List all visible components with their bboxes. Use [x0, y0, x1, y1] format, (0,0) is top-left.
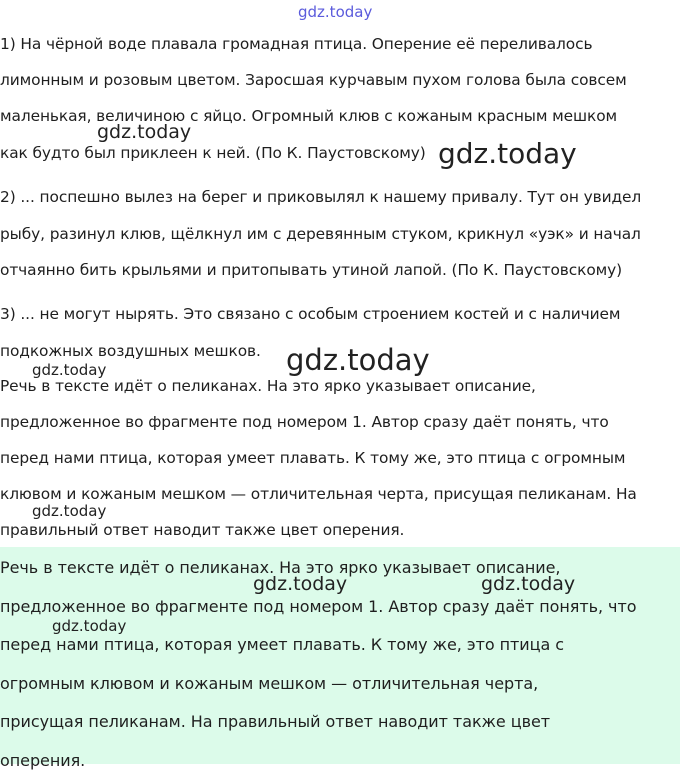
explanation-line-5: правильный ответ наводит также цвет оперения.: [0, 521, 405, 539]
watermark: gdz.today: [253, 573, 348, 595]
watermark: gdz.today: [298, 3, 373, 21]
fragment-1-line-3: маленькая, величиною с яйцо. Огромный клюв с кожаным красным мешком: [0, 107, 618, 125]
fragment-2-line-3: отчаянно бить крыльями и притопывать утиной лапой. (По К. Паустовскому): [0, 261, 623, 279]
watermark: gdz.today: [481, 573, 576, 595]
answer-line-6: оперения.: [0, 751, 86, 770]
explanation-line-2: предложенное во фрагменте под номером 1. Автор сразу даёт понять, что: [0, 413, 609, 431]
fragment-1-line-1: 1) На чёрной воде плавала громадная птица. Оперение её переливалось: [0, 35, 593, 53]
watermark: gdz.today: [32, 502, 107, 520]
fragment-2-line-1: 2) ... поспешно вылез на берег и приковылял к нашему привалу. Тут он увидел: [0, 188, 642, 206]
explanation-line-3: перед нами птица, которая умеет плавать. К тому же, это птица с огромным: [0, 449, 626, 467]
watermark: gdz.today: [97, 121, 192, 143]
watermark: gdz.today: [286, 343, 430, 377]
fragment-2-line-2: рыбу, разинул клюв, щёлкнул им с деревянным стуком, крикнул «уэк» и начал: [0, 225, 641, 243]
answer-line-1: Речь в тексте идёт о пеликанах. На это ярко указывает описание,: [0, 558, 561, 577]
watermark: gdz.today: [52, 617, 127, 635]
fragment-1-line-2: лимонным и розовым цветом. Заросшая курчавым пухом голова была совсем: [0, 71, 627, 89]
answer-line-5: присущая пеликанам. На правильный ответ наводит также цвет: [0, 712, 551, 731]
watermark: gdz.today: [32, 361, 107, 379]
fragment-1-line-4: как будто был приклеен к ней. (По К. Паустовскому): [0, 144, 426, 162]
answer-line-3: перед нами птица, которая умеет плавать. К тому же, это птица с: [0, 635, 565, 654]
answer-line-2: предложенное во фрагменте под номером 1. Автор сразу даёт понять, что: [0, 597, 637, 616]
answer-line-4: огромным клювом и кожаным мешком — отличительная черта,: [0, 674, 539, 693]
watermark: gdz.today: [438, 137, 577, 170]
explanation-line-1: Речь в тексте идёт о пеликанах. На это ярко указывает описание,: [0, 377, 536, 395]
fragment-3-line-2: подкожных воздушных мешков.: [0, 342, 261, 360]
explanation-line-4: клювом и кожаным мешком — отличительная черта, присущая пеликанам. На: [0, 485, 637, 503]
fragment-3-line-1: 3) ... не могут нырять. Это связано с особым строением костей и с наличием: [0, 305, 621, 323]
